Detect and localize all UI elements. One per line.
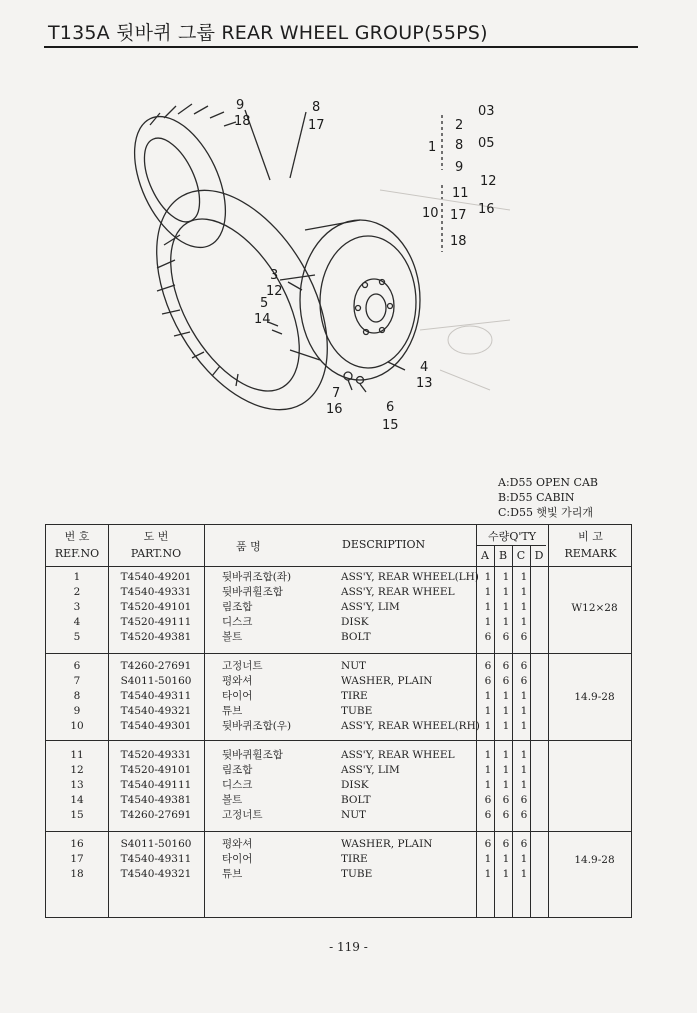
table-row: 18 T4540-49321 튜브 TUBE 1 1 1 [70, 868, 528, 880]
table-row: 11 T4520-49331 뒷바퀴휠조합 ASS'Y, REAR WHEEL 1 1 1 [70, 749, 528, 761]
remark-tire-size-rh: 14.9-28 [574, 854, 615, 866]
header-qty-d: D [534, 549, 544, 562]
header-desc: DESCRIPTION [342, 538, 426, 551]
remark-rim-size: W12×28 [571, 602, 618, 614]
callout-6: 6 [386, 400, 395, 415]
callout-7: 7 [332, 386, 341, 401]
table-row: 10 T4540-49301 뒷바퀴조합(우) ASS'Y, REAR WHEEL(RH) 1 1 1 [70, 720, 528, 732]
header-part-en: PART.NO [130, 547, 182, 560]
table-row: 14 T4540-49381 볼트 BOLT 6 6 6 [70, 794, 528, 806]
callout-9b: 9 [455, 160, 464, 175]
table-row: 7 S4011-50160 평와셔 WASHER, PLAIN 6 6 6 [73, 675, 528, 687]
callout-16r: 16 [478, 202, 495, 217]
callout-18: 18 [234, 114, 251, 129]
table-row: 8 T4540-49311 타이어 TIRE 1 1 1 [73, 690, 528, 702]
variant-c: C:D55 햇빛 가리개 [498, 506, 594, 519]
callout-8: 8 [312, 100, 321, 115]
callout-03: 03 [478, 104, 495, 119]
callout-15: 15 [382, 418, 399, 433]
callout-11: 11 [452, 186, 469, 201]
page-title: T135A 뒷바퀴 그룹 REAR WHEEL GROUP(55PS) [48, 22, 488, 44]
table-row: 12 T4520-49101 림조합 ASS'Y, LIM 1 1 1 [70, 764, 528, 776]
table-row: 17 T4540-49311 타이어 TIRE 1 1 1 [70, 853, 528, 865]
table-row: 2 T4540-49331 뒷바퀴휠조합 ASS'Y, REAR WHEEL 1 1 1 [73, 586, 528, 598]
header-ref-en: REF.NO [54, 547, 100, 560]
header-qty: 수량Q'TY [488, 530, 536, 543]
callout-17b: 17 [450, 208, 467, 223]
header-qty-a: A [481, 549, 489, 562]
callout-13: 13 [416, 376, 433, 391]
callout-12r: 12 [480, 174, 497, 189]
page-number: - 119 - [329, 940, 368, 954]
remark-tire-size: 14.9-28 [574, 691, 615, 703]
callout-05: 05 [478, 136, 495, 151]
header-ref-ko: 번 호 [64, 530, 90, 543]
table-row: 13 T4540-49111 디스크 DISK 1 1 1 [70, 779, 528, 791]
callout-4: 4 [420, 360, 429, 375]
callout-5: 5 [260, 296, 269, 311]
callout-18b: 18 [450, 234, 467, 249]
callout-3: 3 [270, 268, 279, 283]
table-row: 6 T4260-27691 고정너트 NUT 6 6 6 [73, 660, 528, 672]
parts-table [45, 524, 632, 918]
header-name-ko: 품 명 [236, 540, 261, 553]
header-part-ko: 도 번 [143, 530, 169, 543]
header-qty-b: B [498, 549, 508, 562]
table-row: 5 T4520-49381 볼트 BOLT 6 6 6 [73, 631, 528, 643]
variant-key [498, 475, 598, 520]
table-row: 4 T4520-49111 디스크 DISK 1 1 1 [73, 616, 528, 628]
callout-14: 14 [254, 312, 271, 327]
callout-2: 2 [455, 118, 464, 133]
callout-16: 16 [326, 402, 343, 417]
callout-9: 9 [236, 98, 245, 113]
callout-17: 17 [308, 118, 325, 133]
table-row: 9 T4540-49321 튜브 TUBE 1 1 1 [73, 705, 528, 717]
callout-8b: 8 [455, 138, 464, 153]
variant-b: B:D55 CABIN [498, 491, 575, 504]
callout-1: 1 [428, 140, 437, 155]
table-row: 16 S4011-50160 평와셔 WASHER, PLAIN 6 6 6 [70, 838, 528, 850]
header-remark-ko: 비 고 [578, 530, 603, 543]
header-qty-c: C [516, 549, 526, 562]
table-row: 3 T4520-49101 림조합 ASS'Y, LIM 1 1 1 [73, 601, 528, 613]
table-row: 1 T4540-49201 뒷바퀴조합(좌) ASS'Y, REAR WHEEL(LH) 1 1 1 [73, 571, 528, 583]
header-remark-en: REMARK [564, 547, 617, 560]
callout-12: 12 [266, 284, 283, 299]
callout-10: 10 [422, 206, 439, 221]
variant-a: A:D55 OPEN CAB [498, 476, 598, 489]
table-row: 15 T4260-27691 고정너트 NUT 6 6 6 [70, 809, 528, 821]
title-rule [44, 46, 638, 48]
